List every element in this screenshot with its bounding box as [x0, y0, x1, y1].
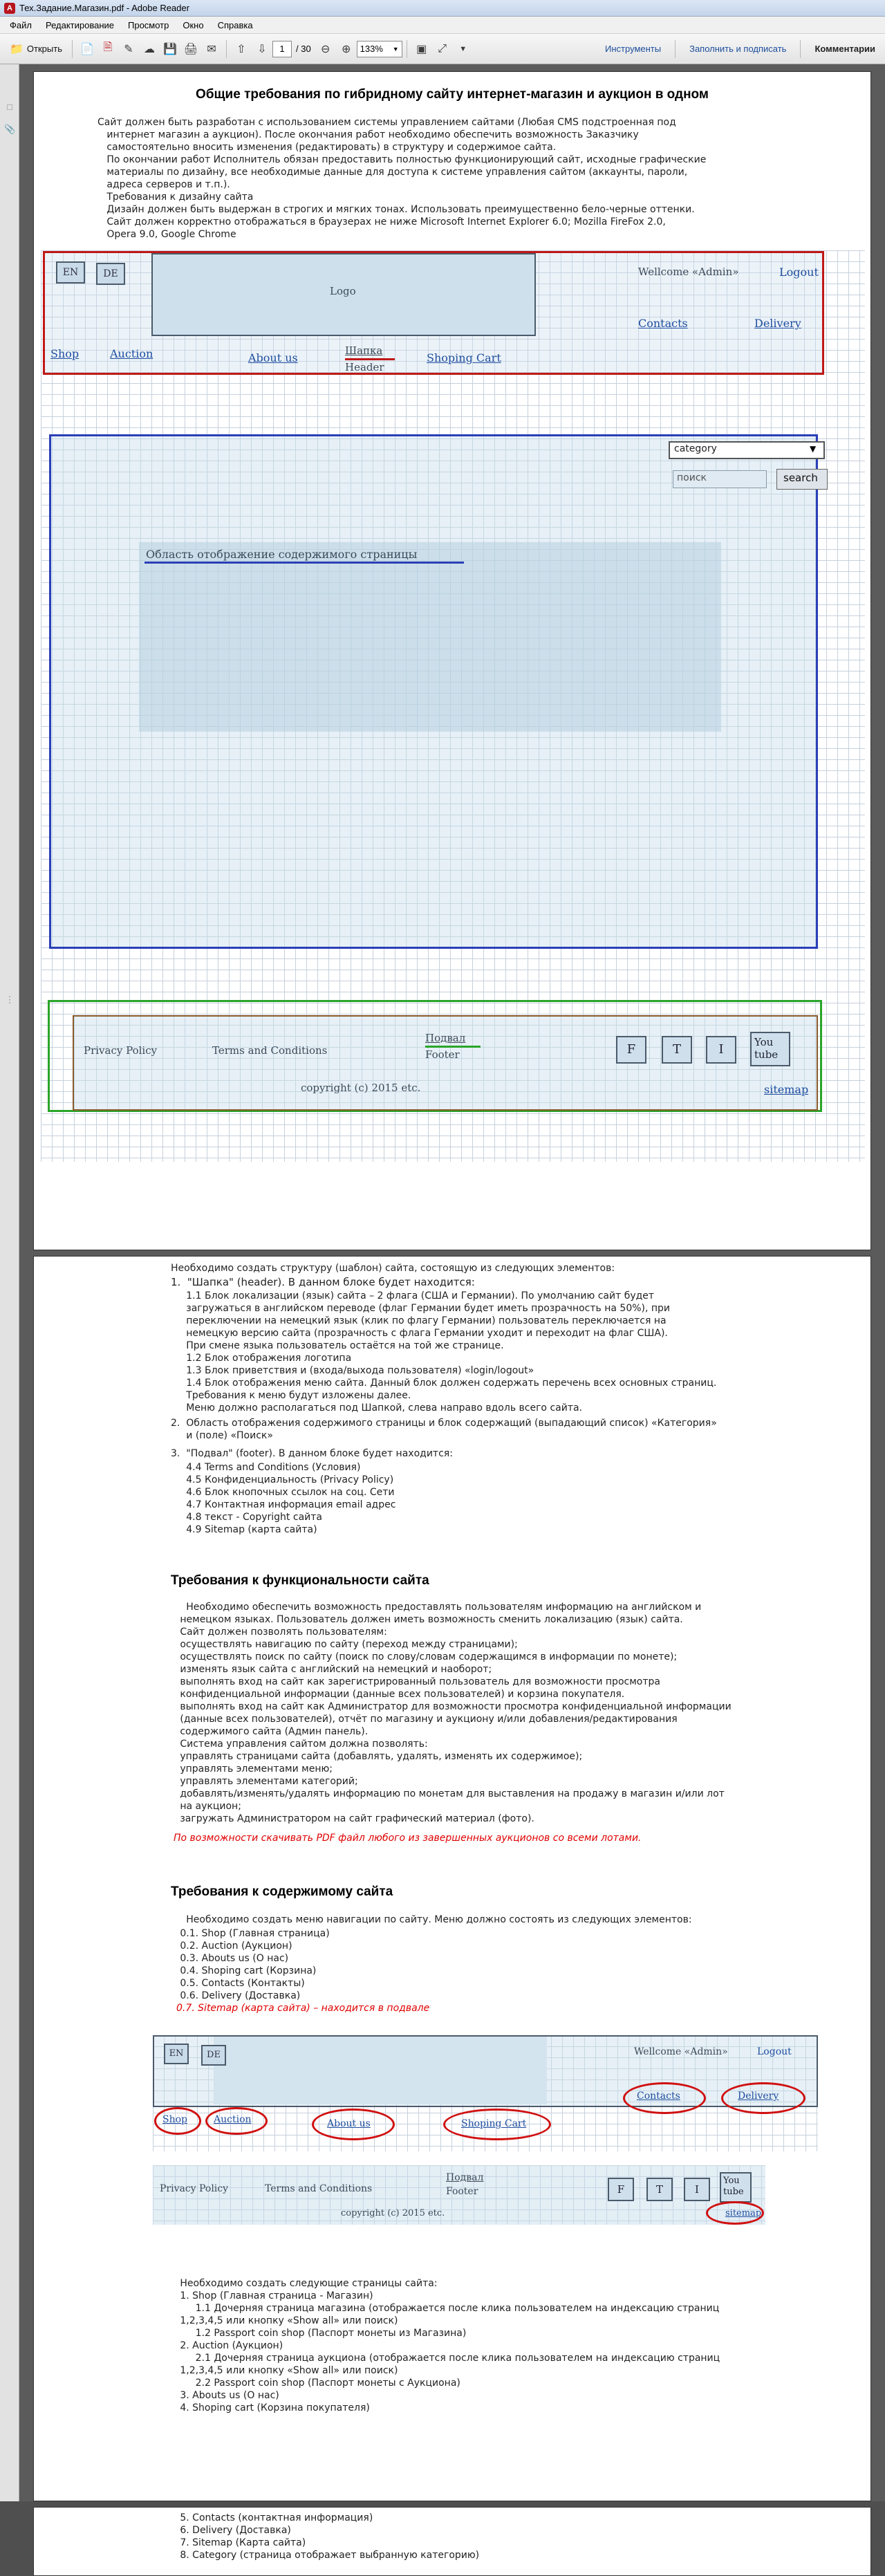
mockup-logout: Logout: [779, 266, 819, 279]
pdf-page-2: [33, 1256, 871, 2501]
mockup-header-ru: Шапка: [345, 344, 383, 357]
edit-pdf-icon[interactable]: ✎: [124, 43, 133, 55]
page-up-icon[interactable]: ⇧: [236, 43, 246, 55]
attachments-icon[interactable]: 📎: [4, 124, 16, 134]
mockup-social-instagram: I: [706, 1036, 736, 1064]
small-delivery-oval: [721, 2082, 805, 2114]
small-contacts: Contacts: [637, 2091, 680, 2102]
small-sitemap-oval: [706, 2201, 764, 2225]
small-copyright: copyright (c) 2015 etc.: [341, 2208, 445, 2218]
mockup-flag-en: EN: [56, 261, 85, 284]
structure-item-3-title: 3. "Подвал" (footer). В данном блоке будет находится:: [171, 1448, 453, 1459]
small-delivery: Delivery: [738, 2091, 779, 2102]
page-down-icon[interactable]: ⇩: [257, 43, 267, 55]
mockup-about: About us: [248, 351, 298, 364]
mockup-logo: Logo: [330, 285, 356, 297]
mockup-content-area: Область отображение содержимого страницы: [146, 548, 418, 561]
navigation-pane: [0, 64, 19, 2501]
mockup-copyright: copyright (c) 2015 etc.: [301, 1082, 421, 1094]
small-social-youtube: You tube: [720, 2172, 752, 2203]
mockup-content-area-box: [139, 542, 721, 732]
small-sitemap: sitemap: [725, 2208, 762, 2218]
small-logo-box: [214, 2037, 547, 2104]
cloud-icon[interactable]: ☁: [143, 43, 155, 55]
tools-button[interactable]: Инструменты: [605, 44, 662, 54]
mockup-privacy: Privacy Policy: [84, 1044, 158, 1057]
small-auction-oval: [205, 2107, 268, 2135]
pane-resize-icon[interactable]: ⋮: [5, 994, 15, 1005]
mockup-header-en: Header: [345, 361, 384, 373]
menu-file[interactable]: Файл: [10, 19, 32, 30]
document-viewport[interactable]: [19, 64, 885, 2561]
structure-item-1-body: 1.1 Блок локализации (язык) сайта – 2 флага (США и Германии). По умолчанию сайт будет загружаться в английском переводе (флаг Германии будет иметь прозрачность на 50%), при переключении на немецкий язык (клик по флагу Германии) пользователь переключается на немецкую версию сайта (прозрачность с флага Германии уходит и переходит на флаг США). При смене языка пользователь остаётся на той же странице. 1.2 Блок отображения логотипа 1.3 Блок приветствия и (входа/выхода пользователя) «login/logout» 1.4 Блок отображения меню сайта. Данный блок должен содержать перечень всех основных страниц. Требования к меню будут изложены далее. Меню должно располагаться под Шапкой, слева направо вдоль всего сайта.: [186, 1290, 717, 1414]
mockup-welcome: Wellcome «Admin»: [638, 266, 739, 278]
adobe-reader-icon: A: [4, 3, 15, 14]
mockup-search-button: search: [783, 472, 818, 484]
open-button[interactable]: [4, 39, 68, 59]
zoom-out-icon[interactable]: ⊖: [320, 43, 330, 55]
toolbar-right: [595, 40, 885, 58]
small-auction: Auction: [214, 2114, 252, 2125]
mockup-delivery: Delivery: [754, 317, 801, 330]
structure-intro: Необходимо создать структуру (шаблон) сайта, состоящую из следующих элементов:: [171, 1263, 615, 1274]
page-total: / 30: [295, 44, 311, 54]
small-contacts-oval: [623, 2082, 706, 2114]
print-icon[interactable]: 🖨: [183, 43, 198, 55]
mockup-social-facebook: F: [616, 1036, 646, 1064]
content-intro: Необходимо создать меню навигации по сайту. Меню должно состоять из следующих элементов:: [171, 1914, 692, 1925]
small-shop: Shop: [162, 2114, 187, 2125]
folder-icon: 📁: [10, 43, 24, 55]
site-mockup: [41, 250, 865, 1162]
mockup-footer-en: Footer: [425, 1048, 460, 1061]
chevron-down-icon: ▼: [810, 444, 817, 454]
mockup-shop: Shop: [50, 347, 80, 360]
title-bar: [0, 0, 885, 17]
fit-page-icon[interactable]: ▣: [416, 43, 427, 55]
mockup-search-placeholder: поиск: [677, 472, 707, 483]
toolbar-separator: [800, 40, 801, 58]
small-about: About us: [327, 2118, 371, 2129]
small-footer-ru: Подвал: [446, 2172, 484, 2183]
small-logout: Logout: [757, 2046, 792, 2057]
small-cart-oval: [443, 2109, 551, 2140]
menu-red-note: 0.7. Sitemap (карта сайта) – находится в подвале: [176, 2003, 430, 2014]
menu-list: 0.1. Shop (Главная страница) 0.2. Auction (Аукцион) 0.3. Abouts us (О нас) 0.4. Shoping cart (Корзина) 0.5. Contacts (Контакты) 0.6. Delivery (Доставка): [180, 1928, 330, 2001]
small-welcome: Wellcome «Admin»: [634, 2046, 728, 2057]
small-cart: Shoping Cart: [461, 2118, 527, 2129]
mockup-social-twitter: T: [662, 1036, 692, 1064]
small-footer-en: Footer: [446, 2186, 478, 2197]
footer-mockup-small: [153, 2165, 765, 2225]
menu-help[interactable]: Справка: [217, 19, 253, 30]
small-flag-de: DE: [201, 2045, 226, 2066]
small-privacy: Privacy Policy: [160, 2183, 229, 2194]
small-social-facebook: F: [608, 2178, 634, 2201]
small-flag-en: EN: [164, 2044, 189, 2064]
header-mockup-small: [153, 2035, 818, 2151]
toolbar-separator: [72, 40, 73, 58]
structure-item-2: 2. Область отображения содержимого страницы и блок содержащий (выпадающий список) «Категория» и (поле) «Поиск»: [171, 1418, 717, 1441]
func-title: Требования к функциональности сайта: [171, 1573, 429, 1588]
page-thumbnails-icon[interactable]: □: [7, 102, 12, 112]
fill-sign-button[interactable]: Заполнить и подписать: [689, 44, 787, 54]
mockup-social-youtube: You tube: [750, 1032, 790, 1066]
content-title: Требования к содержимому сайта: [171, 1884, 393, 1899]
mockup-flag-de: DE: [96, 263, 125, 285]
pdf-page-3: [33, 2507, 871, 2576]
zoom-select[interactable]: [357, 41, 402, 57]
func-body: Необходимо обеспечить возможность предоставлять пользователям информацию на английском и немецком языках. Пользователь должен иметь возможность сменить локализацию (язык) сайта. Сайт должен позволять пользователям: осуществлять навигацию по сайту (переход между страницами); осуществлять поиск по сайту (поиск по слову/словам содержащимся в информации по монете); изменять язык сайта с английский на немецкий и наоборот; выполнять вход на сайт как зарегистрированный пользователь для возможности просмотра конфиденциальной информации (данные всех пользователей) и корзина покупателя. выполнять вход на сайт как Администратор для возможности просмотра конфиденциальной информации (данные всех пользователей), отчёт по магазину и аукциону и/или добавления/редактирования содержимого сайта (Админ панель). Система управления сайтом должна позволять: управлять страницами сайта (добавлять, удалять, изменять их содержимое); управлять элементами меню; управлять элементами категорий; добавлять/изменять/удалять информацию по монетам для выставления на продажу в магазин и/или лот на аукцион; загружать Администратором на сайт графический материал (фото).: [180, 1602, 732, 1824]
toolbar-separator: [675, 40, 676, 58]
mockup-terms: Terms and Conditions: [212, 1044, 328, 1057]
small-social-instagram: I: [684, 2178, 710, 2201]
doc-intro: Сайт должен быть разработан с использованием системы управлением сайтами (Любая CMS подстроенная под интернет магазин а аукцион). После окончания работ необходимо обеспечить возможность Заказчику самостоятельно вносить изменения (редактировать) в структуру и содержимое сайта. По окончании работ Исполнитель обязан предоставить полностью функционирующий сайт, исходные графические материалы по дизайну, все необходимые данные для доступа к системе управления сайтом (аккаунты, пароли, адреса серверов и т.п.). Требования к дизайну сайта Дизайн должен быть выдержан в строгих и мягких тонах. Использовать преимущественно бело-черные оттенки. Сайт должен корректно отображаться в браузерах не ниже Microsoft Internet Explorer 6.0; Mozilla FireFox 2.0, Opera 9.0, Google Chrome: [97, 117, 707, 240]
structure-item-3-body: 4.4 Terms and Conditions (Условия) 4.5 Конфиденциальность (Privacy Policy) 4.6 Блок кнопочных ссылок на соц. Сети 4.7 Контактная информация email адрес 4.8 текст - Copyright сайта 4.9 Sitemap (карта сайта): [186, 1462, 396, 1535]
small-terms: Terms and Conditions: [265, 2183, 373, 2194]
mockup-footer-ru: Подвал: [425, 1032, 466, 1044]
menu-view[interactable]: Просмотр: [128, 19, 169, 30]
toolbar-separator: [226, 40, 227, 58]
mockup-sitemap: sitemap: [764, 1083, 809, 1096]
mockup-header-underline: [345, 358, 395, 360]
read-mode-icon[interactable]: ⤢: [438, 42, 447, 55]
menu-edit[interactable]: Редактирование: [45, 19, 114, 30]
doc-title: Общие требования по гибридному сайту интернет-магазин и аукцион в одном: [196, 87, 709, 102]
pdf-page-1: [33, 71, 871, 1250]
menu-window[interactable]: Окно: [183, 19, 204, 30]
menu-bar: [0, 17, 885, 34]
mockup-cart: Shoping Cart: [427, 351, 501, 364]
pages-list-continued: 5. Contacts (контактная информация) 6. Delivery (Доставка) 7. Sitemap (Карта сайта) 8. Category (страница отображает выбранную категорию): [180, 2512, 480, 2561]
email-icon[interactable]: ✉: [207, 43, 216, 55]
toolbar: [0, 34, 885, 64]
create-pdf-icon[interactable]: 📄: [80, 43, 94, 55]
zoom-value: 133%: [360, 44, 383, 54]
mockup-content-underline: [145, 562, 464, 564]
func-red-note: По возможности скачивать PDF файл любого из завершенных аукционов со всеми лотами.: [174, 1833, 642, 1844]
open-button-label: Открыть: [26, 44, 62, 54]
pages-list: Необходимо создать следующие страницы сайта: 1. Shop (Главная страница - Магазин) 1.1 Дочерняя страница магазина (отображается после клика пользователем на индексацию страниц 1,2,3,4,5 или кнопку «Show all» или поиск) 1.2 Passport coin shop (Паспорт монеты из Магазина) 2. Auction (Аукцион) 2.1 Дочерняя страница аукциона (отображается после клика пользователем на индексацию страниц 1,2,3,4,5 или кнопку «Show all» или поиск) 2.2 Passport coin shop (Паспорт монеты с Аукциона) 3. Abouts us (О нас) 4. Shoping cart (Корзина покупателя): [180, 2278, 720, 2413]
mockup-auction: Auction: [110, 347, 153, 360]
toolbar-more-icon[interactable]: ▼: [459, 44, 467, 53]
mockup-contacts: Contacts: [638, 317, 688, 330]
small-about-oval: [312, 2109, 395, 2140]
zoom-in-icon[interactable]: ⊕: [341, 43, 351, 55]
chevron-down-icon: ▼: [392, 45, 399, 53]
save-icon[interactable]: 💾: [163, 43, 177, 55]
comments-button[interactable]: Комментарии: [814, 44, 875, 54]
small-shop-oval: [154, 2107, 201, 2135]
mockup-footer-underline: [425, 1046, 481, 1048]
structure-item-1-title: 1. "Шапка" (header). В данном блоке будет находится:: [171, 1276, 475, 1288]
mockup-category: category: [674, 443, 717, 454]
page-number-input[interactable]: 1: [272, 41, 292, 57]
convert-pdf-icon[interactable]: 🗎: [103, 41, 113, 53]
window-title: Тех.Задание.Магазин.pdf - Adobe Reader: [19, 3, 189, 13]
small-social-twitter: T: [646, 2178, 673, 2201]
